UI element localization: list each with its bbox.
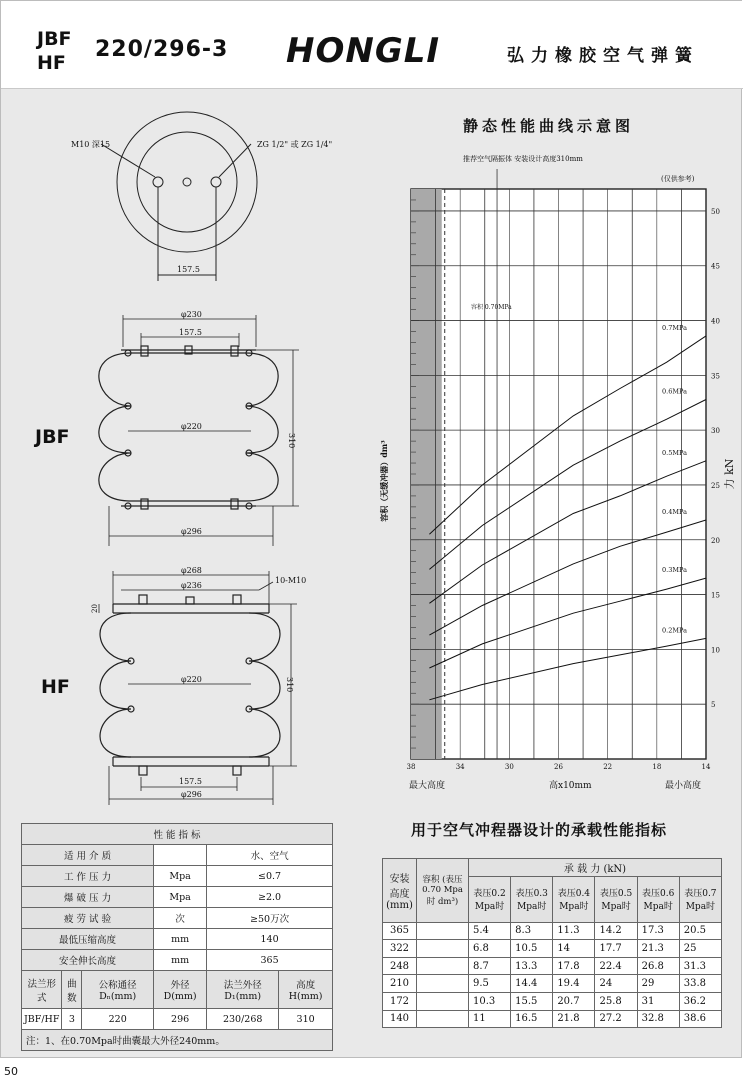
load-cell: 32.8 bbox=[637, 1010, 679, 1028]
spec-subheader: 高度 H(mm) bbox=[279, 971, 333, 1009]
chart-note-top: 推荐空气隔振体 安装设计高度310mm bbox=[463, 155, 583, 163]
load-cell: 14.2 bbox=[595, 922, 637, 940]
hf-dim-inner-bottom: 157.5 bbox=[179, 777, 202, 786]
load-cell: 38.6 bbox=[679, 1010, 721, 1028]
jbf-stud-icon bbox=[141, 346, 148, 356]
load-cell: 9.5 bbox=[469, 975, 511, 993]
spec-note: 注：1、在0.70Mpa时曲囊最大外径240mm。 bbox=[22, 1030, 333, 1051]
series-label: 0.2MPa bbox=[662, 626, 687, 635]
load-cell: 22.4 bbox=[595, 957, 637, 975]
load-cell bbox=[417, 940, 469, 958]
performance-chart bbox=[361, 141, 743, 801]
load-cell: 24 bbox=[595, 975, 637, 993]
table-row bbox=[383, 1010, 722, 1028]
load-cell: 21.3 bbox=[637, 940, 679, 958]
spec-subheader: 曲数 bbox=[62, 971, 82, 1009]
y-tick-label: 40 bbox=[711, 317, 720, 326]
load-cell: 8.7 bbox=[469, 957, 511, 975]
load-cell: 31 bbox=[637, 992, 679, 1010]
load-cell: 19.4 bbox=[553, 975, 595, 993]
load-table bbox=[382, 858, 722, 1028]
spec-row-label: 最低压缩高度 bbox=[22, 929, 154, 950]
model-bottom: HF bbox=[37, 52, 66, 74]
load-cell: 172 bbox=[383, 992, 417, 1010]
load-cell: 11.3 bbox=[553, 922, 595, 940]
y-tick-label: 35 bbox=[711, 372, 720, 381]
load-cell: 8.3 bbox=[511, 922, 553, 940]
load-cell: 17.7 bbox=[595, 940, 637, 958]
x-tick-label: 18 bbox=[652, 763, 662, 771]
x-tick-label: 26 bbox=[554, 763, 563, 771]
spec-row-label: 疲 劳 试 验 bbox=[22, 908, 154, 929]
spec-subvalue: 3 bbox=[62, 1009, 82, 1030]
jbf-stud-icon bbox=[231, 346, 238, 356]
load-col-volume: 容积 (表压0.70 Mpa时 dm³) bbox=[417, 859, 469, 923]
load-col-force: 承 载 力 (kN) bbox=[469, 859, 722, 877]
top-view-label-right: ZG 1/2" 或 ZG 1/4" bbox=[257, 140, 333, 149]
load-cell: 31.3 bbox=[679, 957, 721, 975]
load-cell: 10.5 bbox=[511, 940, 553, 958]
spec-subvalue: 296 bbox=[154, 1009, 207, 1030]
y-tick-label: 30 bbox=[711, 427, 720, 436]
jbf-dim-height: 310 bbox=[287, 433, 296, 449]
hf-stud-icon bbox=[186, 597, 194, 604]
series-label: 0.6MPa bbox=[662, 387, 687, 396]
model-number: 220/296-3 bbox=[95, 37, 229, 62]
load-cell: 21.8 bbox=[553, 1010, 595, 1028]
table-row bbox=[383, 957, 722, 975]
spec-row-label: 工 作 压 力 bbox=[22, 866, 154, 887]
load-section-title: 用于空气冲程器设计的承载性能指标 bbox=[411, 821, 668, 839]
x-tick-label: 30 bbox=[504, 763, 514, 771]
jbf-label: JBF bbox=[35, 426, 70, 448]
series-label: 0.5MPa bbox=[662, 448, 687, 457]
top-view-inner-circle bbox=[137, 132, 237, 232]
load-cell: 16.5 bbox=[511, 1010, 553, 1028]
load-cell bbox=[417, 922, 469, 940]
table-row bbox=[383, 992, 722, 1010]
top-view-outer-circle bbox=[117, 112, 257, 252]
spec-row-unit: mm bbox=[154, 950, 207, 971]
load-cell: 248 bbox=[383, 957, 417, 975]
spec-row-unit: Mpa bbox=[154, 887, 207, 908]
load-cell: 33.8 bbox=[679, 975, 721, 993]
y-tick-label: 15 bbox=[711, 591, 720, 600]
hole-icon bbox=[183, 178, 191, 186]
jbf-dim-inner: 157.5 bbox=[179, 328, 202, 337]
hole-icon bbox=[153, 177, 163, 187]
y-tick-label: 5 bbox=[711, 701, 716, 710]
series-label: 0.3MPa bbox=[662, 566, 687, 575]
jbf-dim-top: φ230 bbox=[181, 310, 202, 319]
spec-row-unit: Mpa bbox=[154, 866, 207, 887]
hf-dim-top: φ268 bbox=[181, 566, 202, 575]
spec-row-value: 水、空气 bbox=[207, 845, 333, 866]
jbf-dim-bottom: φ296 bbox=[181, 527, 202, 536]
table-row bbox=[383, 922, 722, 940]
spec-row-label: 安全伸长高度 bbox=[22, 950, 154, 971]
brand-name: 弘力橡胶空气弹簧 bbox=[507, 46, 699, 66]
hf-stud-icon bbox=[233, 595, 241, 604]
spec-subheader: 法兰外径 D₁(mm) bbox=[207, 971, 279, 1009]
load-cell: 140 bbox=[383, 1010, 417, 1028]
spec-row-unit bbox=[154, 845, 207, 866]
load-pressure-header: 表压0.7 Mpa时 bbox=[679, 876, 721, 922]
load-cell: 365 bbox=[383, 922, 417, 940]
load-cell bbox=[417, 957, 469, 975]
spec-row-value: 365 bbox=[207, 950, 333, 971]
load-cell: 322 bbox=[383, 940, 417, 958]
spec-subheader: 公称通径 Dₙ(mm) bbox=[82, 971, 154, 1009]
load-cell: 13.3 bbox=[511, 957, 553, 975]
hf-dim-height: 310 bbox=[285, 677, 294, 693]
spec-subvalue: JBF/HF bbox=[22, 1009, 62, 1030]
hf-dim-mid: φ220 bbox=[181, 675, 202, 684]
chart-note-ref: (仅供参考) bbox=[661, 175, 695, 183]
load-cell: 6.8 bbox=[469, 940, 511, 958]
y-tick-label: 25 bbox=[711, 481, 720, 490]
load-cell: 20.5 bbox=[679, 922, 721, 940]
spec-title: 性 能 指 标 bbox=[22, 824, 333, 845]
chart-volume-label: 容积 0.70MPa bbox=[471, 304, 512, 311]
load-cell: 25 bbox=[679, 940, 721, 958]
hf-dim-bottom: φ296 bbox=[181, 790, 202, 799]
table-row bbox=[383, 940, 722, 958]
y-tick-label: 20 bbox=[711, 536, 720, 545]
load-cell: 29 bbox=[637, 975, 679, 993]
y-tick-label: 50 bbox=[711, 207, 720, 216]
load-cell: 17.8 bbox=[553, 957, 595, 975]
spec-row-label: 爆 破 压 力 bbox=[22, 887, 154, 908]
series-label: 0.7MPa bbox=[662, 323, 687, 332]
x-tick-label: 14 bbox=[701, 763, 711, 771]
load-pressure-header: 表压0.5 Mpa时 bbox=[595, 876, 637, 922]
load-cell: 36.2 bbox=[679, 992, 721, 1010]
brand-logo: HONGLI bbox=[286, 31, 441, 71]
load-cell: 210 bbox=[383, 975, 417, 993]
load-cell: 11 bbox=[469, 1010, 511, 1028]
load-cell bbox=[417, 975, 469, 993]
spec-row-unit: 次 bbox=[154, 908, 207, 929]
hf-dim-thread: 10-M10 bbox=[275, 576, 307, 585]
load-pressure-header: 表压0.6 Mpa时 bbox=[637, 876, 679, 922]
y-tick-label: 45 bbox=[711, 262, 720, 271]
hf-label: HF bbox=[41, 676, 70, 698]
x-tick-label: 22 bbox=[603, 763, 613, 771]
spec-row-value: ≥2.0 bbox=[207, 887, 333, 908]
load-pressure-header: 表压0.4 Mpa时 bbox=[553, 876, 595, 922]
chart-ylabel-right: 力 kN bbox=[723, 458, 736, 490]
load-cell: 14.4 bbox=[511, 975, 553, 993]
hf-stud-icon bbox=[139, 595, 147, 604]
spec-row-unit: mm bbox=[154, 929, 207, 950]
hole-icon bbox=[211, 177, 221, 187]
jbf-dim-mid: φ220 bbox=[181, 422, 202, 431]
page-number: 50 bbox=[4, 1065, 18, 1078]
spec-subvalue: 220 bbox=[82, 1009, 154, 1030]
load-col-height: 安装 高度 (mm) bbox=[383, 859, 417, 923]
load-cell: 26.8 bbox=[637, 957, 679, 975]
x-tick-label: 38 bbox=[406, 763, 416, 771]
load-cell bbox=[417, 1010, 469, 1028]
table-row bbox=[383, 975, 722, 993]
load-cell: 14 bbox=[553, 940, 595, 958]
spec-row-value: ≥50万次 bbox=[207, 908, 333, 929]
spec-subvalue: 230/268 bbox=[207, 1009, 279, 1030]
load-cell bbox=[417, 992, 469, 1010]
series-label: 0.4MPa bbox=[662, 508, 687, 517]
spec-subvalue: 310 bbox=[279, 1009, 333, 1030]
x-tick-label: 34 bbox=[455, 763, 465, 771]
load-cell: 5.4 bbox=[469, 922, 511, 940]
load-cell: 25.8 bbox=[595, 992, 637, 1010]
top-view-dim: 157.5 bbox=[177, 265, 200, 274]
model-top: JBF bbox=[37, 28, 72, 50]
spec-subheader: 外径 D(mm) bbox=[154, 971, 207, 1009]
top-view-label-left: M10 深15 bbox=[71, 140, 111, 149]
hf-dim-inner: φ236 bbox=[181, 581, 202, 590]
chart-xlabel-left: 最大高度 bbox=[409, 781, 446, 791]
load-cell: 27.2 bbox=[595, 1010, 637, 1028]
spec-row-label: 适 用 介 质 bbox=[22, 845, 154, 866]
y-tick-label: 10 bbox=[711, 646, 720, 655]
load-pressure-header: 表压0.2 Mpa时 bbox=[469, 876, 511, 922]
spec-row-value: ≤0.7 bbox=[207, 866, 333, 887]
load-cell: 20.7 bbox=[553, 992, 595, 1010]
load-cell: 17.3 bbox=[637, 922, 679, 940]
chart-title: 静态性能曲线示意图 bbox=[463, 117, 635, 135]
hf-stud-icon bbox=[139, 766, 147, 775]
chart-xlabel-right: 最小高度 bbox=[665, 781, 702, 791]
load-pressure-header: 表压0.3 Mpa时 bbox=[511, 876, 553, 922]
spec-row-value: 140 bbox=[207, 929, 333, 950]
chart-xlabel-center: 高x10mm bbox=[549, 781, 592, 791]
load-cell: 10.3 bbox=[469, 992, 511, 1010]
hf-dim-flange: 20 bbox=[91, 604, 99, 613]
chart-ylabel-left: 容积（无缓冲器）dm³ bbox=[379, 440, 389, 522]
hf-stud-icon bbox=[233, 766, 241, 775]
spec-subheader: 法兰形式 bbox=[22, 971, 62, 1009]
spec-table bbox=[21, 823, 333, 1051]
load-cell: 15.5 bbox=[511, 992, 553, 1010]
